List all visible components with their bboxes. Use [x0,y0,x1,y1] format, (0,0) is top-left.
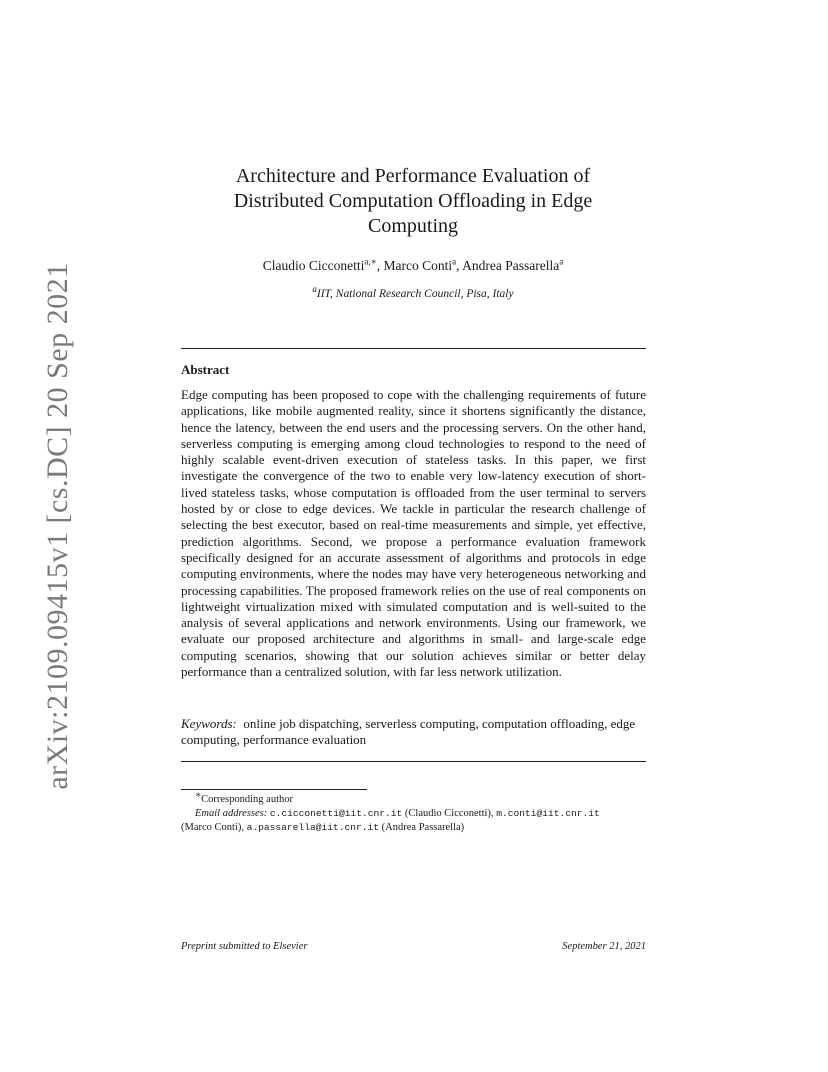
arxiv-identifier: arXiv:2109.09415v1 [cs.DC] 20 Sep 2021 [41,262,74,790]
title-line: Computing [367,215,458,237]
email-owner: (Marco Conti), [181,822,247,833]
author-separator: , [376,258,384,273]
preprint-date: September 21, 2021 [562,941,646,952]
author-list [180,258,646,274]
corresponding-author-text: Corresponding author [201,794,293,805]
keywords-text: online job dispatching, serverless computing, computation offloading, edge computing, performance evaluation [181,716,636,748]
author-affiliation-mark: a,∗ [364,256,377,267]
affiliation [180,284,646,300]
author-name: Andrea Passarella [462,258,560,273]
email-owner: (Andrea Passarella) [379,822,465,833]
email-link[interactable]: a.passarella@iit.cnr.it [246,822,380,833]
email-link[interactable]: c.cicconetti@iit.cnr.it [269,808,403,819]
keywords-label: Keywords: [181,716,237,731]
email-link[interactable]: m.conti@iit.cnr.it [496,808,600,819]
email-label: Email addresses: [195,808,268,819]
footnote [181,789,646,835]
preprint-note: Preprint submitted to Elsevier [181,941,308,952]
keywords [181,716,646,749]
abstract-bottom-rule [181,761,646,762]
author-name: Marco Conti [383,258,453,273]
paper-title [180,164,646,239]
author-name: Claudio Cicconetti [262,258,365,273]
title-line: Architecture and Performance Evaluation of [235,165,591,187]
email-owner: (Claudio Cicconetti), [402,808,497,819]
title-line: Distributed Computation Offloading in Edge [233,190,593,212]
author-affiliation-mark: a [452,256,457,267]
footnote-mark: ∗ [195,789,202,800]
affiliation-text: IIT, National Research Council, Pisa, Italy [316,288,514,300]
email-addresses [181,807,646,835]
abstract-heading: Abstract [181,362,230,377]
abstract-top-rule [181,348,646,349]
author-separator: , [456,258,463,273]
footnote-rule [181,789,367,790]
author-affiliation-mark: a [559,256,564,267]
corresponding-author-note [181,789,646,807]
abstract-body: Edge computing has been proposed to cope with the challenging requirements of future applications, like mobile augmented reality, since it shortens significantly the distance, hence the latency, between the end users and the processing servers. On the other hand, serverless computing is emerging among cloud technologies to respond to the need of highly scalable event-driven execution of stateless tasks. In this paper, we first investigate the convergence of the two to enable very low-latency execution of short-lived stateless tasks, whose computation is offloaded from the user terminal to servers hosted by or close to edge devices. We tackle in particular the research challenge of selecting the best executor, based on real-time measurements and simple, yet effective, prediction algorithms. Second, we propose a performance evaluation framework specifically designed for an accurate assessment of algorithms and protocols in edge computing environments, where the nodes may have very heterogeneous networking and processing capabilities. The proposed framework relies on the use of real components on lightweight virtualization mixed with simulated computation and is well-suited to the analysis of several applications and network environments. Using our framework, we evaluate our proposed architecture and algorithms in small- and large-scale edge computing scenarios, showing that our solution achieves similar or better delay performance than a centralized solution, with far less network utilization. [181,387,646,680]
affiliation-mark: a [312,284,317,295]
